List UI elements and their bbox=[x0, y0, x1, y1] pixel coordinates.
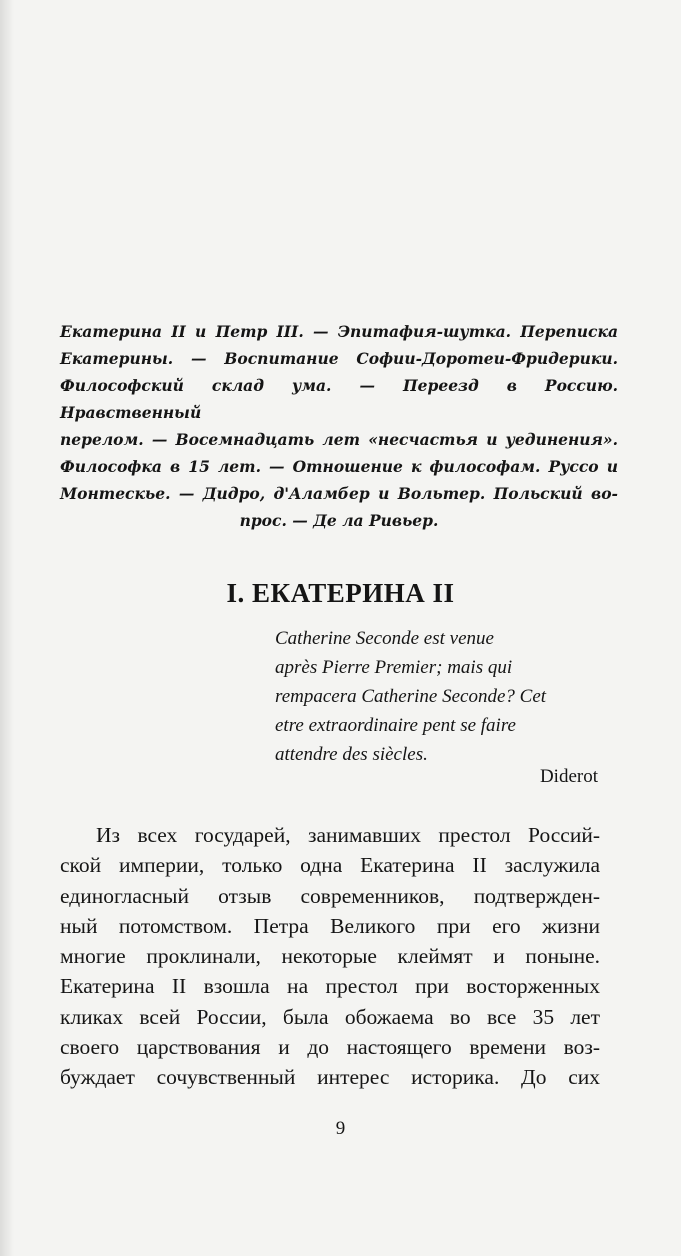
epigraph bbox=[275, 624, 595, 769]
body-line: своего царствования и до настоящего времени воз- bbox=[60, 1035, 600, 1060]
epigraph-line: Catherine Seconde est venue bbox=[275, 628, 494, 649]
summary-line: Философский склад ума. — Переезд в Россию. Нравственный bbox=[60, 376, 618, 422]
body-paragraph bbox=[60, 820, 600, 1093]
body-line: Из всех государей, занимавших престол Россий- bbox=[96, 823, 600, 847]
chapter-title: I. ЕКАТЕРИНА II bbox=[226, 578, 455, 608]
summary-line: Философка в 15 лет. — Отношение к философам. Руссо и bbox=[60, 457, 618, 476]
chapter-summary bbox=[60, 318, 618, 534]
body-line: ный потомством. Петра Великого при его жизни bbox=[60, 913, 600, 938]
body-line: буждает сочувственный интерес историка. До сих bbox=[60, 1065, 600, 1090]
summary-line: Екатерина II и Петр III. — Эпитафия-шутка. Переписка bbox=[60, 322, 618, 341]
body-line: кликах всей России, была обожаема во все 35 лет bbox=[60, 1004, 600, 1029]
summary-line: Екатерины. — Воспитание Софии-Доротеи-Фридерики. bbox=[60, 349, 618, 368]
body-line: Екатерина II взошла на престол при восторженных bbox=[60, 974, 600, 999]
epigraph-author: Diderot bbox=[539, 766, 598, 787]
summary-line: перелом. — Восемнадцать лет «несчастья и уединения». bbox=[60, 430, 618, 449]
epigraph-line: attendre des siècles. bbox=[275, 744, 428, 765]
epigraph-line: rempacera Catherine Seconde? Cet bbox=[275, 686, 547, 707]
epigraph-line: etre extraordinaire pent se faire bbox=[275, 715, 516, 736]
body-line: единогласный отзыв современников, подтвержден- bbox=[60, 883, 600, 908]
summary-line: прос. — Де ла Ривьер. bbox=[239, 511, 439, 530]
page-edge-shadow bbox=[0, 0, 14, 1256]
body-line: многие проклинали, некоторые клеймят и поныне. bbox=[60, 944, 600, 969]
summary-line: Монтескье. — Дидро, д'Аламбер и Вольтер. Польский во- bbox=[60, 484, 618, 503]
epigraph-line: après Pierre Premier; mais qui bbox=[275, 657, 513, 678]
page-number: 9 bbox=[335, 1118, 346, 1139]
body-line: ской империи, только одна Екатерина II заслужила bbox=[60, 853, 600, 878]
